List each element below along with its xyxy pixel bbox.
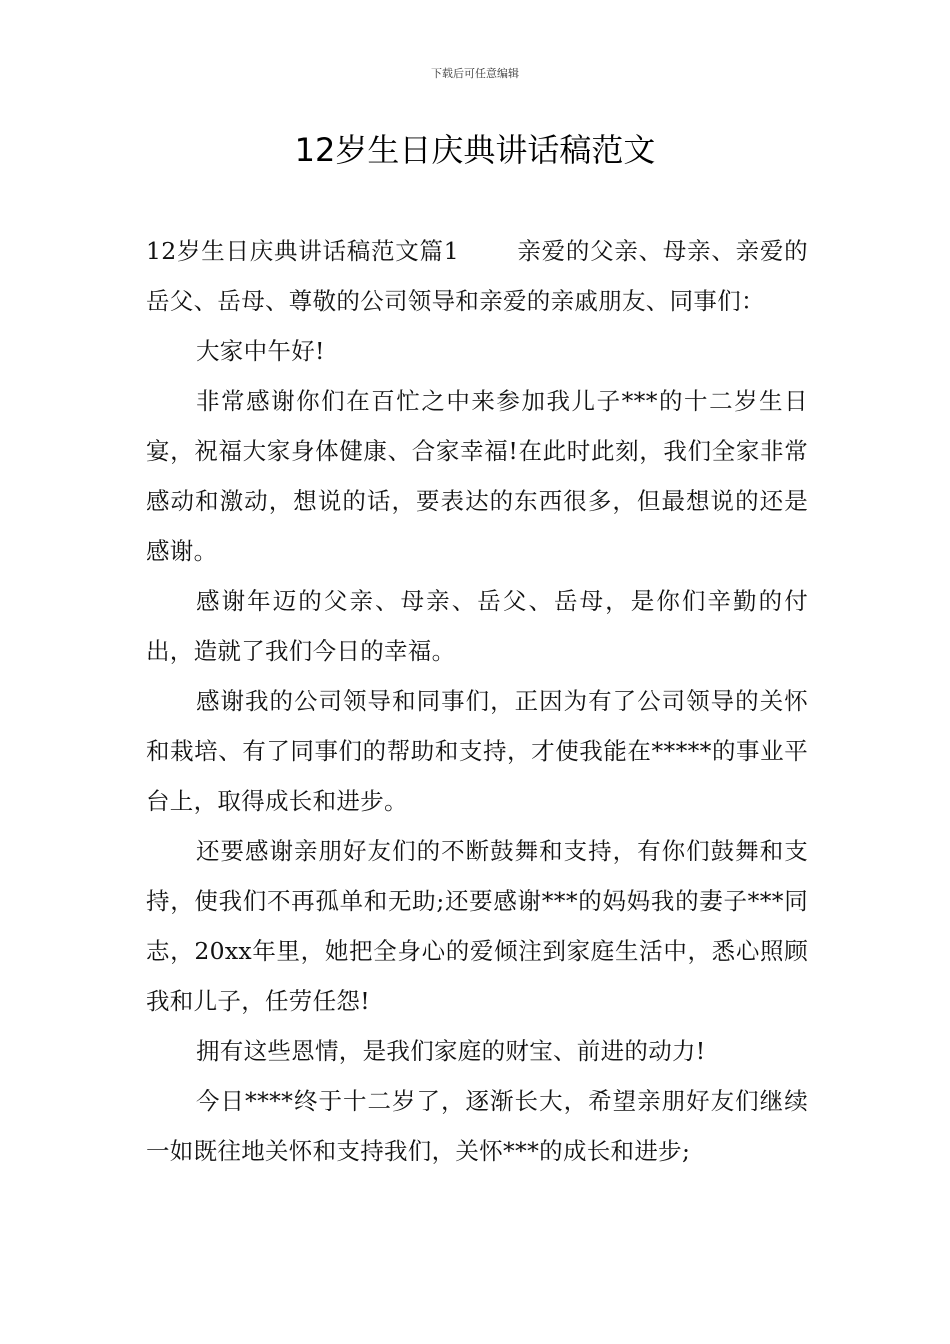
intro-paragraph [146,226,808,326]
paragraph-thanks-parents: 感谢年迈的父亲、母亲、岳父、岳母，是你们辛勤的付出，造就了我们今日的幸福。 [146,587,808,665]
document-title: 12岁生日庆典讲话稿范文 [294,131,656,169]
salutation: 亲爱的父亲、母亲、亲爱的岳父、岳母、尊敬的公司领导和亲爱的亲戚朋友、同事们： [146,237,808,315]
paragraph-thanks-colleagues: 感谢我的公司领导和同事们，正因为有了公司领导的关怀和栽培、有了同事们的帮助和支持，才使我能在*****的事业平台上，取得成长和进步。 [146,687,808,815]
paragraph-thanks-friends-wife: 还要感谢亲朋好友们的不断鼓舞和支持，有你们鼓舞和支持，使我们不再孤单和无助;还要感谢***的妈妈我的妻子***同志，20xx年里，她把全身心的爱倾注到家庭生活中，悉心照顾我和儿子，任劳任怨! [146,837,808,1015]
header-note: 下载后可任意编辑 [431,67,519,80]
paragraph-thanks-guests: 非常感谢你们在百忙之中来参加我儿子***的十二岁生日宴，祝福大家身体健康、合家幸福!在此时此刻，我们全家非常感动和激动，想说的话，要表达的东西很多，但最想说的还是感谢。 [146,387,808,565]
paragraph-greeting: 大家中午好! [196,337,325,365]
paragraph-hopes: 今日****终于十二岁了，逐渐长大，希望亲朋好友们继续一如既往地关怀和支持我们，关怀***的成长和进步; [146,1087,808,1165]
intro-heading: 12岁生日庆典讲话稿范文篇1 [146,237,459,265]
document-body [146,226,808,1176]
paragraph-gratitude: 拥有这些恩情，是我们家庭的财宝、前进的动力! [196,1037,706,1065]
